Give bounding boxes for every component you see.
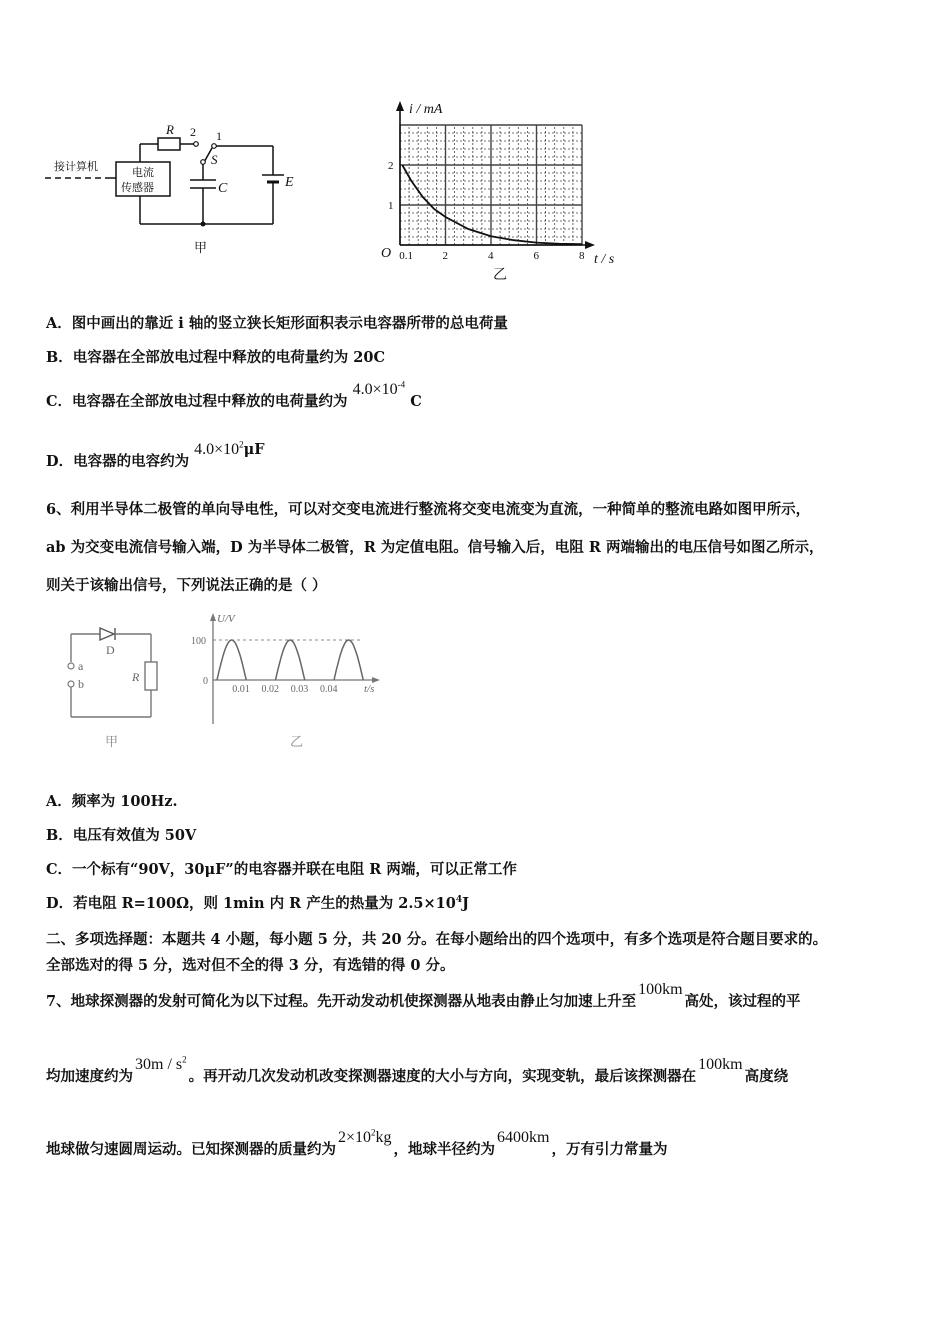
x-tick-label: 0.1: [399, 250, 414, 262]
q7-l1-text-b: 高处，该过程的平: [684, 993, 801, 1010]
section2-line-1: 二、多项选择题：本题共 4 小题，每小题 5 分，共 20 分。在每小题给出的四个选项中，有多个选项是符合题目要求的。: [46, 931, 828, 948]
q5-option-c-unit: C: [410, 393, 422, 410]
sensor-label-1: 电流: [132, 167, 154, 179]
q7-line-2: [46, 1054, 789, 1086]
q7-line-1: [46, 981, 801, 1011]
q5-option-b: B．电容器在全部放电过程中释放的电荷量约为 20C: [46, 349, 386, 366]
switch-pos-1: 1: [216, 129, 222, 143]
fig5-circuit: [40, 120, 310, 260]
resistor-label: R: [166, 122, 174, 137]
switch-pos-2: 2: [190, 125, 196, 139]
q7-l2-text-a: 均加速度约为: [46, 1068, 133, 1085]
q6-x-tick-label: 0.01: [232, 684, 250, 695]
half-wave-hump: [334, 640, 363, 680]
q5-option-d-text: D．电容器的电容约为: [46, 453, 190, 470]
switch-label: S: [211, 152, 218, 167]
q6-xlabel: t/s: [364, 683, 375, 695]
q6-graph-caption: 乙: [290, 734, 304, 749]
q6-line-2: ab 为交变电流信号输入端，D 为半导体二极管，R 为定值电阻。信号输入后，电阻 R 两端输出的电压信号如图乙所示，: [46, 539, 824, 556]
q5-option-a: A．图中画出的靠近 i 轴的竖立狭长矩形面积表示电容器所带的总电荷量: [46, 315, 508, 332]
computer-label: 接计算机: [54, 161, 98, 173]
y-tick-label: 1: [388, 200, 394, 212]
half-wave-hump: [276, 640, 305, 680]
q6-option-d-unit: J: [462, 895, 469, 912]
q6-x-tick-label: 0.03: [290, 684, 309, 695]
q6-option-d: [46, 892, 469, 913]
sensor-label-2: 传感器: [121, 182, 154, 194]
q6-y-tick-label: 0: [203, 676, 208, 687]
q6-ylabel: U/V: [217, 613, 235, 625]
fig5-graph: [375, 95, 635, 285]
q6-x-tick-label: 0.04: [320, 684, 338, 695]
q7-l3-text-b: ，地球半径约为: [393, 1141, 496, 1158]
section2-line-2: 全部选对的得 5 分，选对但不全的得 3 分，有选错的得 0 分。: [46, 957, 455, 974]
q6-line-3: 则关于该输出信号，下列说法正确的是（ ）: [46, 577, 327, 594]
q6-circuit: [60, 622, 170, 752]
q6-option-b: B．电压有效值为 50V: [46, 827, 197, 844]
q7-l3-math-2: 6400km: [497, 1129, 550, 1146]
q5-option-c-text: C．电容器在全部放电过程中释放的电荷量约为: [46, 393, 348, 410]
q7-l2-math-2: 100km: [698, 1056, 743, 1073]
capacitor-label: C: [218, 181, 228, 196]
x-tick-label: 8: [579, 250, 585, 262]
graph-ylabel: i / mA: [409, 102, 443, 117]
terminal-a: a: [78, 659, 84, 673]
graph-caption: 乙: [493, 268, 507, 283]
terminal-b: b: [78, 677, 84, 691]
q6-option-a: A．频率为 100Hz.: [46, 793, 178, 810]
half-wave-hump: [217, 640, 246, 680]
q6-circuit-caption: 甲: [105, 734, 119, 749]
q6-graph: [180, 608, 390, 753]
graph-xlabel: t / s: [594, 252, 615, 267]
q5-option-d-unit: μF: [243, 441, 265, 458]
q6-line-1: 6、利用半导体二极管的单向导电性，可以对交变电流进行整流将交变电流变为直流，一种简单的整流电路如图甲所示，: [46, 501, 811, 518]
q7-l2-math: 30m / s: [135, 1056, 183, 1073]
x-tick-label: 2: [442, 250, 448, 262]
y-tick-label: 2: [388, 160, 394, 172]
q5-option-c-exp: -4: [397, 379, 406, 390]
q7-l3-text-a: 地球做匀速圆周运动。已知探测器的质量约为: [46, 1141, 336, 1158]
q5-option-d-math: 4.0×10: [194, 441, 240, 458]
q6-option-c: C．一个标有“90V，30μF”的电容器并联在电阻 R 两端，可以正常工作: [46, 861, 517, 878]
graph-origin: O: [381, 246, 392, 261]
q5-option-d-exp: 2: [239, 439, 244, 450]
q6-x-tick-label: 0.02: [261, 684, 279, 695]
q7-l2-text-c: 高度绕: [744, 1068, 789, 1085]
q7-l3-text-c: ，万有引力常量为: [551, 1141, 668, 1158]
q6-option-d-exp: 4: [455, 895, 463, 906]
q5-option-c-math: 4.0×10: [352, 381, 398, 398]
q7-l1-math: 100km: [638, 981, 683, 998]
x-tick-label: 4: [488, 250, 494, 262]
x-tick-label: 6: [533, 250, 539, 262]
battery-label: E: [285, 175, 294, 190]
circuit-caption: 甲: [194, 240, 208, 255]
q6-resistor-label: R: [132, 670, 140, 684]
q7-l1-text-a: 7、地球探测器的发射可简化为以下过程。先开动发动机使探测器从地表由静止匀加速上升至: [46, 993, 637, 1010]
q7-l2-text-b: 。再开动几次发动机改变探测器速度的大小与方向，实现变轨，最后该探测器在: [188, 1068, 697, 1085]
q6-option-d-text: D．若电阻 R=100Ω，则 1min 内 R 产生的热量为 2.5×10: [46, 895, 456, 912]
diode-label: D: [106, 643, 115, 657]
q7-l2-exp: 2: [182, 1054, 187, 1065]
q6-y-tick-label: 100: [191, 636, 206, 647]
q7-l3-math: 2×10: [338, 1129, 372, 1146]
q7-l3-exp: 2: [371, 1127, 376, 1138]
q7-l3-math-unit: kg: [375, 1129, 392, 1146]
